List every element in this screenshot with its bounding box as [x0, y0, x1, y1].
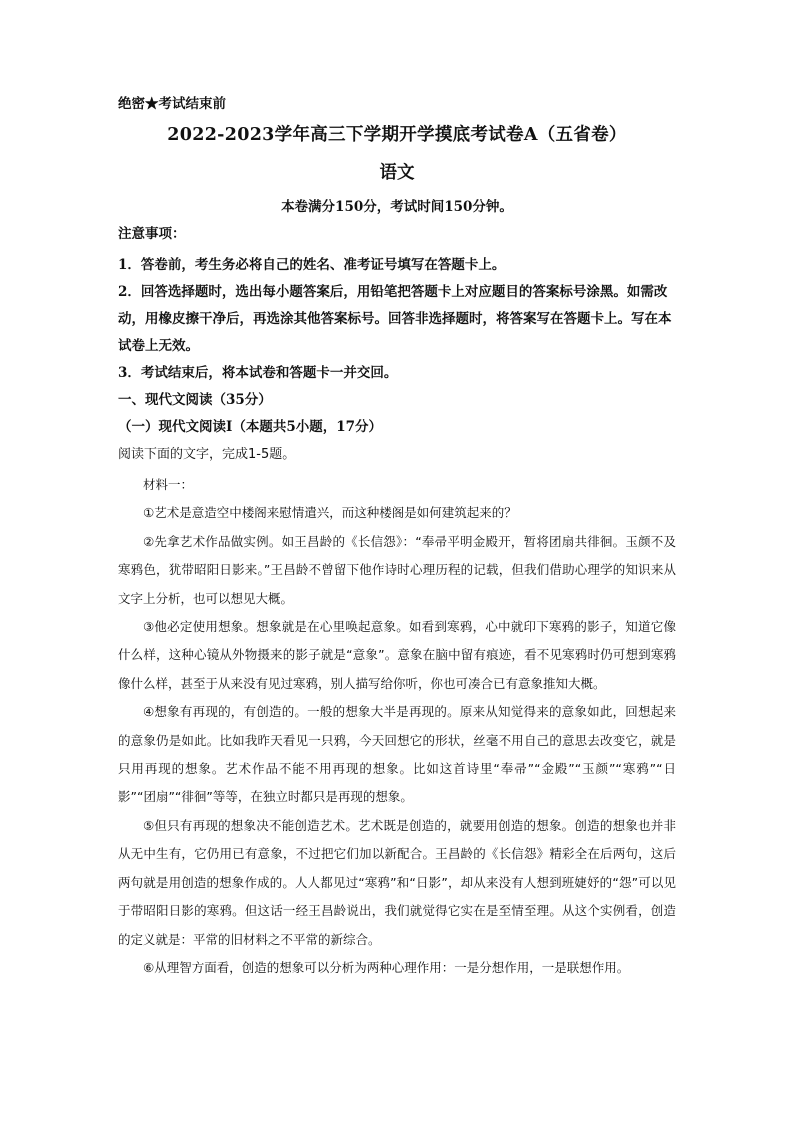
subject-title: 语文 — [379, 163, 415, 183]
material-paragraph: ①艺术是意造空中楼阁来慰情遣兴，而这种楼阁是如何建筑起来的？ — [143, 505, 517, 521]
material-paragraph: ③他必定使用想象。想象就是在心里唤起意象。如看到寒鸦，心中就印下寒鸦的影子，知道它像什么样，这种心镜从外物摄来的影子就是“意象”。意象在脑中留有痕迹，看不见寒鸦时仍可想到寒鸦像什么样，甚至于从来没有见过寒鸦，别人描写给你听，你也可凑合已有意象推知大概。 — [118, 619, 676, 691]
material-paragraph: ⑤但只有再现的想象决不能创造艺术。艺术既是创造的，就要用创造的想象。创造的想象也并非从无中生有，它仍用已有意象，不过把它们加以新配合。王昌龄的《长信怨》精彩全在后两句，这后两句就是用创造的想象作成的。人人都见过“寒鸦”和“日影”，却从来没有人想到班婕妤的“怨”可以见于带昭阳日影的寒鸦。但这话一经王昌龄说出，我们就觉得它实在是至情至理。从这个实例看，创造的定义就是：平常的旧材料之不平常的新综合。 — [118, 817, 676, 947]
notice-item: 2．回答选择题时，选出每小题答案后，用铅笔把答题卡上对应题目的答案标号涂黑。如需改动，用橡皮擦干净后，再选涂其他答案标号。回答非选择题时，将答案写在答题卡上。写在本试卷上无效。 — [118, 284, 672, 354]
notice-item: 1．答卷前，考生务必将自己的姓名、准考证号填写在答题卡上。 — [118, 257, 506, 273]
secret-label: 绝密★考试结束前 — [118, 96, 226, 112]
material-paragraph: ⑥从理智方面看，创造的想象可以分析为两种心理作用：一是分想作用，一是联想作用。 — [143, 959, 630, 975]
material-label: 材料一： — [143, 477, 194, 492]
reading-material — [118, 471, 676, 982]
notice-heading: 注意事项： — [118, 226, 186, 242]
material-paragraph: ②先拿艺术作品做实例。如王昌龄的《长信怨》：“奉帚平明金殿开，暂将团扇共徘徊。玉颜不及寒鸦色，犹带昭阳日影来。”王昌龄不曾留下他作诗时心理历程的记载，但我们借助心理学的知识来从文字上分析，也可以想见大概。 — [118, 533, 676, 606]
notice-item: 3．考试结束后，将本试卷和答题卡一并交回。 — [118, 365, 398, 381]
notice-list — [118, 252, 676, 387]
exam-title: 2022-2023学年高三下学期开学摸底考试卷A（五省卷） — [167, 125, 627, 145]
section-subheading: （一）现代文阅读Ⅰ（本题共5小题，17分） — [118, 419, 382, 435]
section-heading: 一、现代文阅读（35分） — [118, 392, 272, 408]
reading-instruction: 阅读下面的文字，完成1-5题。 — [118, 447, 296, 462]
score-note: 本卷满分150分，考试时间150分钟。 — [281, 199, 513, 215]
material-paragraph: ④想象有再现的，有创造的。一般的想象大半是再现的。原来从知觉得来的意象如此，回想起来的意象仍是如此。比如我昨天看见一只鸦，今天回想它的形状，丝毫不用自己的意思去改变它，就是只用再现的想象。艺术作品不能不用再现的想象。比如这首诗里“奉帚”“金殿”“玉颜”“寒鸦”“日影”“团扇”“徘徊”等等，在独立时都只是再现的想象。 — [118, 704, 676, 805]
